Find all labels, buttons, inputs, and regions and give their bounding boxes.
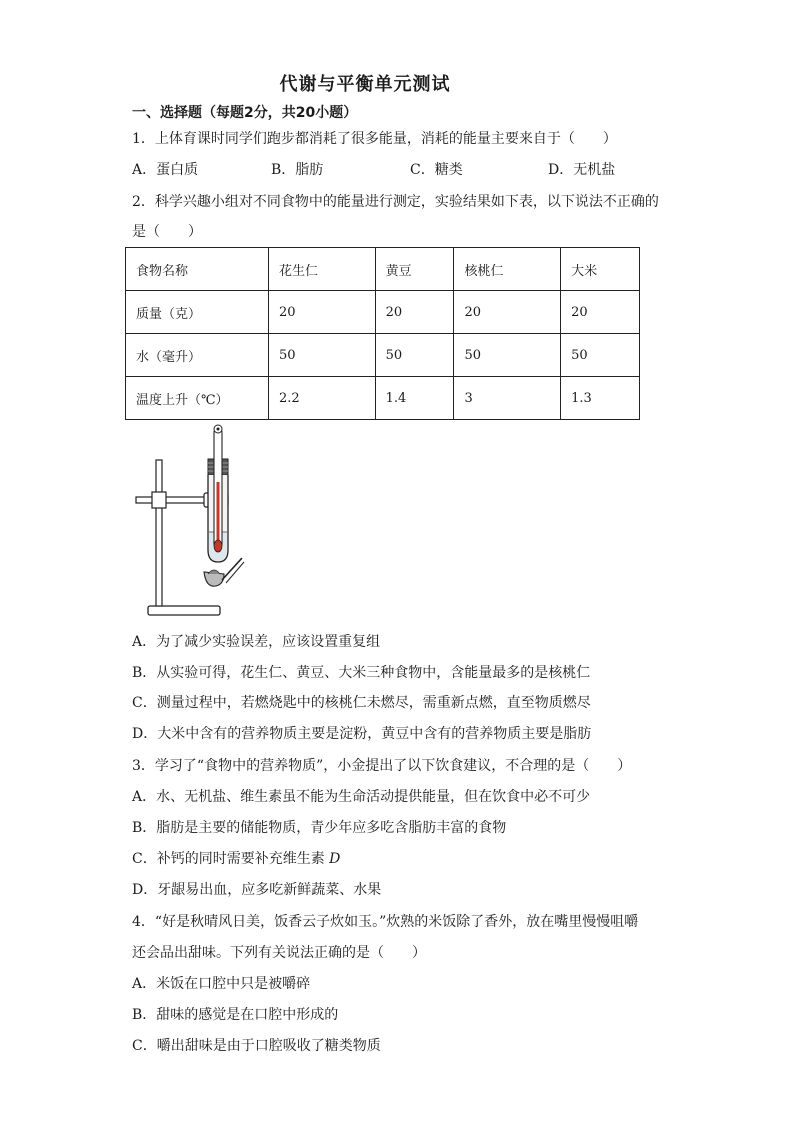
q2-stem-line1: 2．科学兴趣小组对不同食物中的能量进行测定，实验结果如下表，以下说法不正确的 (132, 194, 659, 210)
q4-stem-line2: 还会品出甜味。下列有关说法正确的是（ ） (132, 945, 426, 961)
table-row (126, 334, 640, 377)
table-cell: 2.2 (269, 377, 376, 420)
table-cell: 水（毫升） (126, 334, 269, 377)
table-cell: 1.3 (561, 377, 640, 420)
q3-stem: 3．学习了“食物中的营养物质”，小金提出了以下饮食建议，不合理的是（ ） (132, 758, 632, 774)
table-cell: 质量（克） (126, 291, 269, 334)
q4-option-a: A．米饭在口腔中只是被嚼碎 (132, 976, 311, 992)
table-header-cell: 食物名称 (126, 248, 269, 291)
table-cell: 50 (561, 334, 640, 377)
q2-option-b: B．从实验可得，花生仁、黄豆、大米三种食物中，含能量最多的是核桃仁 (132, 665, 591, 681)
page-title: 代谢与平衡单元测试 (279, 74, 451, 95)
table-cell: 温度上升（℃） (126, 377, 269, 420)
table-header-cell: 花生仁 (269, 248, 376, 291)
q3-option-c (132, 849, 340, 869)
table-row (126, 291, 640, 334)
stand-base (148, 606, 220, 615)
table-header-row (126, 248, 640, 291)
food-energy-table (125, 247, 640, 420)
table-row (126, 377, 640, 420)
q3-option-a: A．水、无机盐、维生素虽不能为生命活动提供能量，但在饮食中必不可少 (132, 789, 591, 805)
burning-spoon (204, 572, 224, 586)
table-header-cell: 核桃仁 (454, 248, 561, 291)
section-heading: 一、选择题（每题2分，共20小题） (132, 105, 358, 121)
q3-option-d: D．牙龈易出血，应多吃新鲜蔬菜、水果 (132, 882, 382, 898)
q3-option-b: B．脂肪是主要的储能物质，青少年应多吃含脂肪丰富的食物 (132, 820, 507, 836)
thermometer-liquid (217, 482, 220, 544)
table-cell: 1.4 (375, 377, 454, 420)
clamp-boss (152, 492, 166, 508)
table-cell: 20 (561, 291, 640, 334)
table-header-cell: 大米 (561, 248, 640, 291)
q2-option-a: A．为了减少实验误差，应该设置重复组 (132, 634, 381, 650)
q1-option-b: B．脂肪 (271, 162, 324, 178)
table-cell: 50 (454, 334, 561, 377)
vitamin-letter: D (329, 851, 341, 867)
stand-rod (156, 460, 162, 606)
q1-option-a: A．蛋白质 (132, 162, 199, 178)
table-cell: 20 (375, 291, 454, 334)
combustion-apparatus-diagram (130, 422, 255, 622)
q2-option-c: C．测量过程中，若燃烧匙中的核桃仁未燃尽，需重新点燃，直至物质燃尽 (132, 695, 591, 711)
table-cell: 20 (454, 291, 561, 334)
table-cell: 3 (454, 377, 561, 420)
table-cell: 50 (375, 334, 454, 377)
q4-option-c: C．嚼出甜味是由于口腔吸收了糖类物质 (132, 1038, 381, 1054)
q2-option-d: D．大米中含有的营养物质主要是淀粉，黄豆中含有的营养物质主要是脂肪 (132, 726, 592, 742)
table-cell: 50 (269, 334, 376, 377)
thermometer-bulb (214, 540, 222, 552)
table-header-cell: 黄豆 (375, 248, 454, 291)
table-cell: 20 (269, 291, 376, 334)
q1-option-c: C．糖类 (410, 162, 463, 178)
burning-food (208, 570, 220, 574)
q3-option-c-text: C．补钙的同时需要补充维生素 (132, 851, 325, 867)
q1-stem: 1．上体育课时同学们跑步都消耗了很多能量，消耗的能量主要来自于（ ） (132, 131, 617, 147)
q4-stem-line1: 4．“好是秋晴风日美，饭香云子炊如玉。”炊熟的米饭除了香外，放在嘴里慢慢咀嚼 (132, 914, 639, 930)
q2-stem-line2: 是（ ） (132, 224, 202, 240)
q1-option-d: D．无机盐 (548, 162, 616, 178)
q4-option-b: B．甜味的感觉是在口腔中形成的 (132, 1007, 339, 1023)
